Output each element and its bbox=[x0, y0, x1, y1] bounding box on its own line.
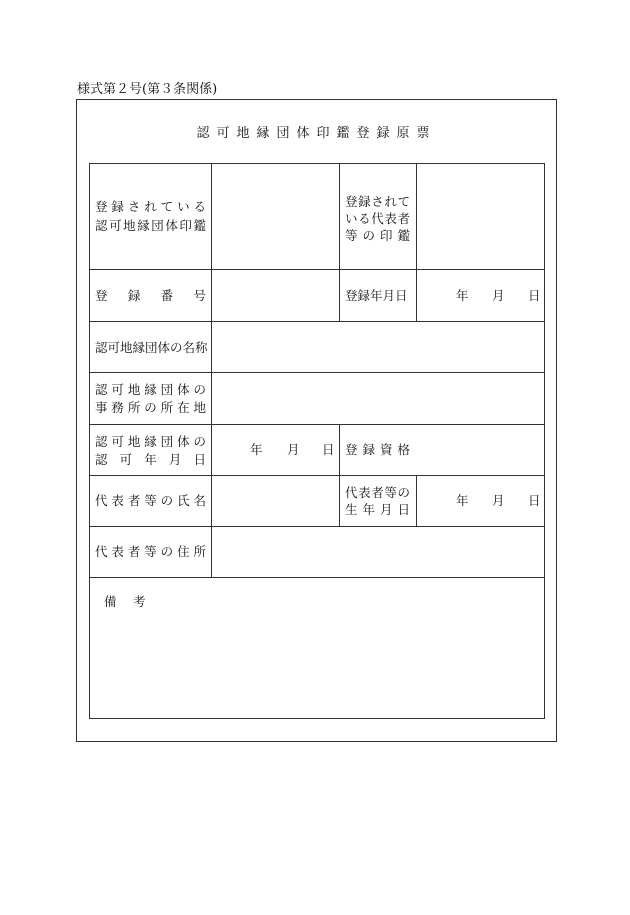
registration-date-month: 月 bbox=[492, 288, 505, 303]
registration-date-label: 登録年月日 bbox=[345, 288, 408, 303]
column-divider bbox=[339, 424, 340, 527]
column-divider bbox=[416, 475, 417, 527]
rep-birth-day: 日 bbox=[528, 493, 541, 508]
row-divider bbox=[89, 269, 545, 270]
rep-birth-year: 年 bbox=[456, 493, 469, 508]
rep-seal-label-line3: 等の印鑑 bbox=[345, 228, 410, 243]
registration-date-day: 日 bbox=[528, 288, 541, 303]
row-divider bbox=[89, 372, 545, 373]
row-divider bbox=[89, 475, 545, 476]
office-address-label-line1: 認可地縁団体の bbox=[95, 382, 206, 397]
row-divider bbox=[89, 424, 545, 425]
registration-date-year: 年 bbox=[456, 288, 469, 303]
column-divider bbox=[211, 163, 212, 578]
rep-address-label: 代表者等の住所 bbox=[95, 544, 206, 559]
remarks-label: 備 考 bbox=[104, 594, 148, 609]
rep-seal-label-line2: いる代表者 bbox=[345, 211, 410, 226]
rep-birth-month: 月 bbox=[492, 493, 505, 508]
qualification-label: 登録資格 bbox=[345, 442, 410, 457]
row-divider bbox=[89, 526, 545, 527]
approval-date-label-line2: 認可年月日 bbox=[95, 452, 206, 467]
office-address-label-line2: 事務所の所在地 bbox=[95, 400, 206, 415]
rep-seal-label-line1: 登録されて bbox=[345, 194, 410, 209]
column-divider bbox=[416, 163, 417, 321]
rep-birth-label-line1: 代表者等の bbox=[345, 485, 410, 500]
row-divider bbox=[89, 321, 545, 322]
rep-birth-label-line2: 生年月日 bbox=[345, 502, 410, 517]
registered-seal-label-line2: 認可地縁団体印鑑 bbox=[95, 218, 206, 233]
approval-date-year: 年 bbox=[250, 442, 263, 457]
column-divider bbox=[339, 163, 340, 321]
form-title: 認可地縁団体印鑑登録原票 bbox=[196, 126, 437, 141]
approval-date-month: 月 bbox=[287, 442, 300, 457]
row-divider bbox=[89, 577, 545, 578]
registration-number-label: 登録番号 bbox=[95, 288, 206, 303]
organization-name-label: 認可地縁団体の名称 bbox=[95, 340, 208, 355]
registered-seal-label-line1: 登録されている bbox=[95, 199, 206, 214]
approval-date-day: 日 bbox=[322, 442, 335, 457]
form-number-label: 様式第２号(第３条関係) bbox=[77, 82, 218, 97]
rep-name-label: 代表者等の氏名 bbox=[95, 493, 206, 508]
approval-date-label-line1: 認可地縁団体の bbox=[95, 434, 206, 449]
